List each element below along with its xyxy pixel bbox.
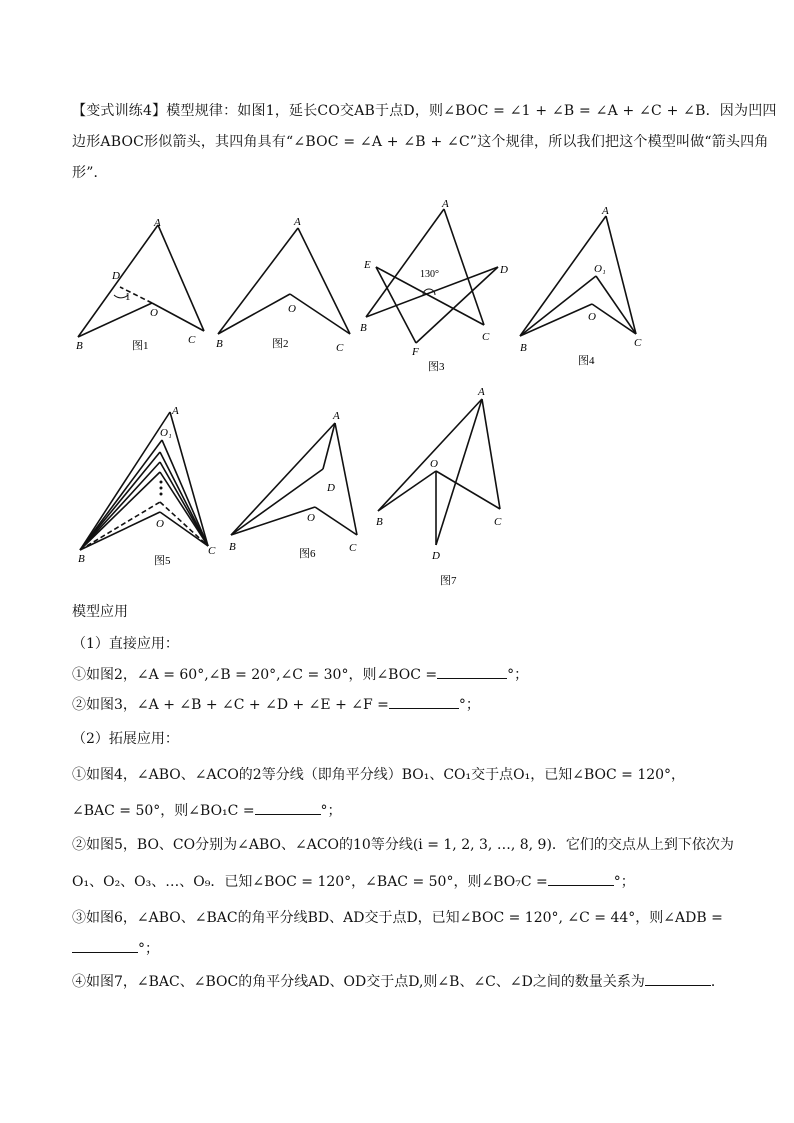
part1-question-1: [72, 664, 528, 684]
fig2-label-o: O: [288, 303, 296, 315]
fig5-dashed-b-o9: [80, 502, 160, 550]
fig5-line-o3-c: [160, 462, 208, 546]
fig7-label-a: A: [478, 386, 485, 398]
part1-q1-answer-blank[interactable]: [437, 664, 507, 679]
figure-6: [225, 405, 370, 565]
fig5-line-b-o1: [80, 440, 162, 550]
fig4-label-b: B: [520, 342, 527, 354]
fig2-line-ab: [218, 228, 298, 334]
part1-q1-tail: °；: [507, 667, 529, 683]
fig5-label-o: O: [156, 518, 164, 530]
part2-q4-text: ④如图7，∠BAC、∠BOC的角平分线AD、OD交于点D,则∠B、∠C、∠D之间的数量关系为: [72, 974, 645, 990]
fig6-label-a: A: [333, 410, 340, 422]
part2-question-1b: [72, 800, 342, 820]
fig7-line-ac: [482, 399, 500, 509]
fig7-label-b: B: [376, 516, 383, 528]
fig4-line-o1c: [596, 276, 636, 334]
fig5-label-c: C: [208, 545, 216, 557]
part2-q1-answer-blank[interactable]: [255, 800, 321, 815]
part2-q1b-tail: °；: [320, 803, 342, 819]
fig3-label-e: E: [364, 259, 371, 271]
fig5-label-o1: O₁: [160, 427, 172, 439]
fig1-label-1: 1: [125, 291, 131, 303]
fig4-line-bo1: [520, 276, 596, 336]
fig3-label-130: 130°: [420, 269, 439, 280]
fig5-line-b-o2: [80, 452, 160, 550]
fig3-label-b: B: [360, 322, 367, 334]
fig2-caption: 图2: [272, 338, 289, 350]
part1-title: （1）直接应用：: [72, 636, 179, 652]
intro-line-3: 形”．: [72, 165, 108, 181]
fig1-label-c: C: [188, 334, 196, 346]
figure-2: [212, 210, 357, 355]
fig6-label-d: D: [327, 482, 335, 494]
fig6-line-oc: [315, 507, 357, 535]
fig4-label-o1: O₁: [594, 263, 606, 275]
part2-question-3b: [72, 938, 159, 958]
part2-q4-tail: ．: [710, 974, 725, 990]
fig1-caption: 图1: [132, 340, 149, 352]
model-intro-paragraph: [72, 96, 777, 189]
part2-q4-answer-blank[interactable]: [645, 971, 711, 986]
fig2-line-ac: [298, 228, 350, 334]
figure-4: [510, 200, 655, 370]
fig7-label-c: C: [494, 516, 502, 528]
fig7-label-d: D: [432, 550, 440, 562]
fig1-line-bo: [78, 303, 152, 337]
part2-title: （2）拓展应用：: [72, 731, 179, 747]
part1-q1-text: ①如图2，∠A = 60°,∠B = 20°,∠C = 30°，则∠BOC =: [72, 667, 438, 683]
part2-q1b-text: ∠BAC = 50°，则∠BO₁C =: [72, 803, 255, 819]
fig1-label-b: B: [76, 340, 83, 352]
fig3-label-d: D: [500, 264, 508, 276]
fig7-line-ad: [436, 399, 482, 545]
fig7-line-bo: [378, 471, 436, 511]
fig5-caption: 图5: [154, 555, 171, 567]
fig5-dot-3: [160, 493, 163, 496]
fig2-label-b: B: [216, 338, 223, 350]
fig6-caption: 图6: [299, 548, 316, 560]
fig3-label-f: F: [412, 346, 419, 358]
fig7-line-oc: [436, 471, 500, 509]
part1-question-2: [72, 694, 480, 714]
intro-line-2: 边形ABOC形似箭头，其四角具有“∠BOC = ∠A + ∠B + ∠C”这个规律，所以我们把这个模型叫做“箭头四角: [72, 134, 769, 150]
intro-line-1: 【变式训练4】模型规律：如图1，延长CO交AB于点D，则∠BOC = ∠1 + ∠B = ∠A + ∠C + ∠B．因为凹四: [72, 103, 777, 119]
fig1-label-a: A: [154, 217, 161, 229]
part2-question-3a: ③如图6，∠ABO、∠BAC的角平分线BD、AD交于点D，已知∠BOC = 120°, ∠C = 44°，则∠ADB =: [72, 910, 723, 926]
fig2-label-a: A: [294, 216, 301, 228]
part2-q2-answer-blank[interactable]: [548, 871, 614, 886]
fig5-dot-1: [160, 481, 163, 484]
fig5-dot-2: [160, 487, 163, 490]
fig4-label-a: A: [602, 205, 609, 217]
part2-question-2a: ②如图5，BO、CO分别为∠ABO、∠ACO的10等分线(i = 1, 2, 3, …, 8, 9)．它们的交点从上到下依次为: [72, 837, 734, 853]
fig1-label-d: D: [112, 270, 120, 282]
fig6-line-bd: [231, 469, 323, 535]
part2-q3-answer-blank[interactable]: [72, 938, 138, 953]
fig5-line-b-o4: [80, 472, 160, 550]
part2-question-1a: ①如图4，∠ABO、∠ACO的2等分线（即角平分线）BO₁、CO₁交于点O₁，已知∠BOC = 120°，: [72, 767, 686, 783]
part2-q3b-tail: °；: [138, 941, 159, 957]
part2-question-2b: [72, 871, 635, 891]
fig3-label-a: A: [442, 198, 449, 210]
fig2-label-c: C: [336, 342, 344, 354]
fig3-caption: 图3: [428, 361, 445, 373]
fig6-line-ac: [335, 423, 357, 535]
fig7-caption: 图7: [440, 575, 457, 587]
fig3-line-ab: [366, 209, 444, 317]
part1-q2-answer-blank[interactable]: [389, 694, 459, 709]
figure-1: [70, 215, 215, 355]
part1-q2-text: ②如图3，∠A + ∠B + ∠C + ∠D + ∠E + ∠F =: [72, 697, 389, 713]
fig1-line-ac: [158, 225, 204, 331]
fig4-caption: 图4: [578, 355, 595, 367]
fig6-label-b: B: [229, 541, 236, 553]
section-title: 模型应用: [72, 604, 128, 620]
fig5-label-a: A: [172, 405, 179, 417]
fig5-label-b: B: [78, 553, 85, 565]
fig6-label-c: C: [349, 542, 357, 554]
part2-q2b-text: O₁、O₂、O₃、…、O₉．已知∠BOC = 120°，∠BAC = 50°，则∠BO₇C =: [72, 874, 548, 890]
part2-q2b-tail: °；: [613, 874, 635, 890]
fig7-line-ab: [378, 399, 482, 511]
fig7-label-o: O: [430, 458, 438, 470]
fig4-label-c: C: [634, 337, 642, 349]
figure-3: [352, 195, 517, 375]
fig4-label-o: O: [588, 311, 596, 323]
fig1-label-o: O: [150, 307, 158, 319]
fig5-line-b-o3: [80, 462, 160, 550]
fig5-line-ac: [170, 412, 208, 546]
fig3-label-c: C: [482, 331, 490, 343]
part2-question-4: [72, 971, 725, 991]
fig1-line-oc: [152, 303, 204, 331]
figure-5: [72, 400, 227, 570]
fig2-line-bo: [218, 294, 290, 334]
fig6-label-o: O: [307, 512, 315, 524]
figure-7: [372, 385, 522, 590]
part1-q2-tail: °；: [458, 697, 480, 713]
